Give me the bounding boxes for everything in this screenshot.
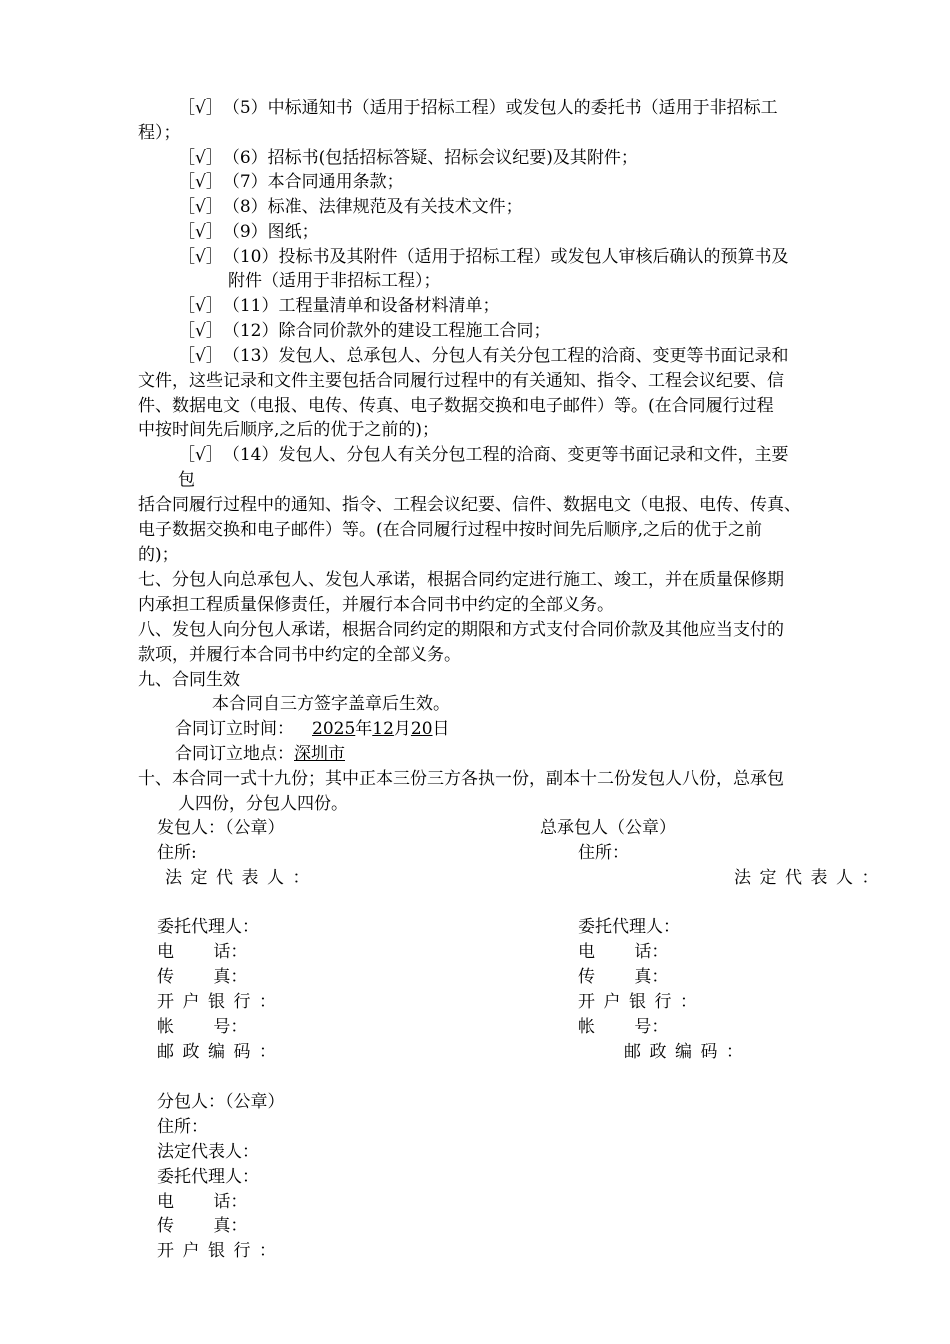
employer-agent: 委托代理人： [157, 917, 259, 937]
item-text: （13）发包人、总承包人、分包人有关分包工程的洽商、变更等书面记录和 [222, 346, 789, 366]
subcontractor-phone: 电 话： [157, 1192, 248, 1212]
checkbox-mark: ［√］ [178, 172, 223, 192]
contractor-agent: 委托代理人： [578, 917, 680, 937]
checkbox-mark: ［√］ [178, 346, 223, 366]
item-8 [178, 195, 523, 219]
subcontractor-legal-rep: 法定代表人： [157, 1142, 259, 1162]
subcontractor-fax: 传 真： [157, 1216, 248, 1236]
item-5-cont: 程）； [138, 123, 181, 143]
sign-place-label: 合同订立地点： [175, 744, 294, 764]
item-10-cont: 附件（适用于非招标工程）； [228, 271, 441, 291]
item-6 [178, 146, 638, 170]
contractor-fax: 传 真： [578, 967, 669, 987]
employer-fax: 传 真： [157, 967, 248, 987]
checkbox-mark: ［√］ [178, 197, 223, 217]
clause-nine-body: 本合同自三方签字盖章后生效。 [212, 694, 450, 714]
subcontractor-bank: 开户银行： [157, 1241, 285, 1261]
sign-day: 20 [410, 719, 433, 739]
item-14 [178, 443, 788, 467]
employer-bank: 开户银行： [157, 992, 285, 1012]
sign-place-value: 深圳市 [294, 744, 345, 764]
clause-seven: 七、分包人向总承包人、发包人承诺，根据合同约定进行施工、竣工，并在质量保修期 [138, 570, 784, 590]
month-unit: 月 [393, 719, 411, 739]
item-13-cont: 中按时间先后顺序,之后的优于之前的)； [138, 420, 440, 440]
checkbox-mark: ［√］ [178, 445, 223, 465]
clause-ten: 十、本合同一式十九份；其中正本三份三方各执一份，副本十二份发包人八份，总承包 [138, 769, 784, 789]
employer-title: 发包人：（公章） [157, 818, 285, 838]
sign-place [175, 742, 345, 766]
sign-time [175, 717, 450, 741]
day-unit: 日 [432, 719, 450, 739]
item-text: （12）除合同价款外的建设工程施工合同； [222, 321, 551, 341]
item-9 [178, 220, 319, 244]
contractor-address: 住所： [578, 843, 629, 863]
sign-month: 12 [372, 719, 394, 739]
subcontractor-address: 住所： [157, 1117, 208, 1137]
item-14-cont: 括合同履行过程中的通知、指令、工程会议纪要、信件、数据电文（电报、电传、传真、 [138, 495, 801, 515]
contractor-legal-rep: 法定代表人： [734, 868, 887, 888]
item-text: （7）本合同通用条款； [222, 172, 404, 192]
item-13-cont: 件、数据电文（电报、电传、传真、电子数据交换和电子邮件）等。(在合同履行过程 [138, 396, 774, 416]
employer-postcode: 邮政编码： [157, 1042, 285, 1062]
sign-year: 2025 [312, 719, 356, 739]
item-text: （11）工程量清单和设备材料清单； [222, 296, 500, 316]
item-13 [178, 344, 788, 368]
checkbox-mark: ［√］ [178, 296, 223, 316]
item-5 [178, 96, 778, 120]
item-text: （6）招标书(包括招标答疑、招标会议纪要)及其附件； [222, 148, 638, 168]
item-10 [178, 245, 788, 269]
item-14-cont: 电子数据交换和电子邮件）等。(在合同履行过程中按时间先后顺序,之后的优于之前 [138, 520, 763, 540]
contractor-postcode: 邮政编码： [624, 1042, 752, 1062]
sign-time-label: 合同订立时间： [175, 719, 294, 739]
employer-legal-rep: 法定代表人： [165, 868, 318, 888]
clause-eight: 八、发包人向分包人承诺，根据合同约定的期限和方式支付合同价款及其他应当支付的 [138, 620, 784, 640]
clause-ten: 人四份，分包人四份。 [178, 794, 348, 814]
item-7 [178, 170, 404, 194]
item-12 [178, 319, 550, 343]
employer-address: 住所: [157, 843, 197, 863]
employer-phone: 电 话： [157, 942, 248, 962]
subcontractor-agent: 委托代理人： [157, 1167, 259, 1187]
item-14-cont: 的)； [138, 545, 179, 565]
item-13-cont: 文件，这些记录和文件主要包括合同履行过程中的有关通知、指令、工程会议纪要、信 [138, 371, 784, 391]
item-text: （9）图纸； [222, 222, 319, 242]
subcontractor-title: 分包人：（公章） [157, 1092, 285, 1112]
item-11 [178, 294, 499, 318]
clause-eight: 款项，并履行本合同书中约定的全部义务。 [138, 645, 461, 665]
checkbox-mark: ［√］ [178, 321, 223, 341]
checkbox-mark: ［√］ [178, 222, 223, 242]
contractor-bank: 开户银行： [578, 992, 706, 1012]
employer-account: 帐 号： [157, 1017, 248, 1037]
year-unit: 年 [355, 719, 373, 739]
contractor-phone: 电 话： [578, 942, 669, 962]
checkbox-mark: ［√］ [178, 98, 223, 118]
item-text: （14）发包人、分包人有关分包工程的洽商、变更等书面记录和文件，主要 [222, 445, 789, 465]
checkbox-mark: ［√］ [178, 148, 223, 168]
contractor-account: 帐 号： [578, 1017, 669, 1037]
item-14-cont: 包 [178, 470, 195, 490]
clause-seven: 内承担工程质量保修责任，并履行本合同书中约定的全部义务。 [138, 595, 614, 615]
item-text: （5）中标通知书（适用于招标工程）或发包人的委托书（适用于非招标工 [222, 98, 778, 118]
item-text: （10）投标书及其附件（适用于招标工程）或发包人审核后确认的预算书及 [222, 247, 789, 267]
clause-nine-title: 九、合同生效 [138, 670, 240, 690]
checkbox-mark: ［√］ [178, 247, 223, 267]
item-text: （8）标准、法律规范及有关技术文件； [222, 197, 523, 217]
contractor-title: 总承包人（公章） [540, 818, 676, 838]
